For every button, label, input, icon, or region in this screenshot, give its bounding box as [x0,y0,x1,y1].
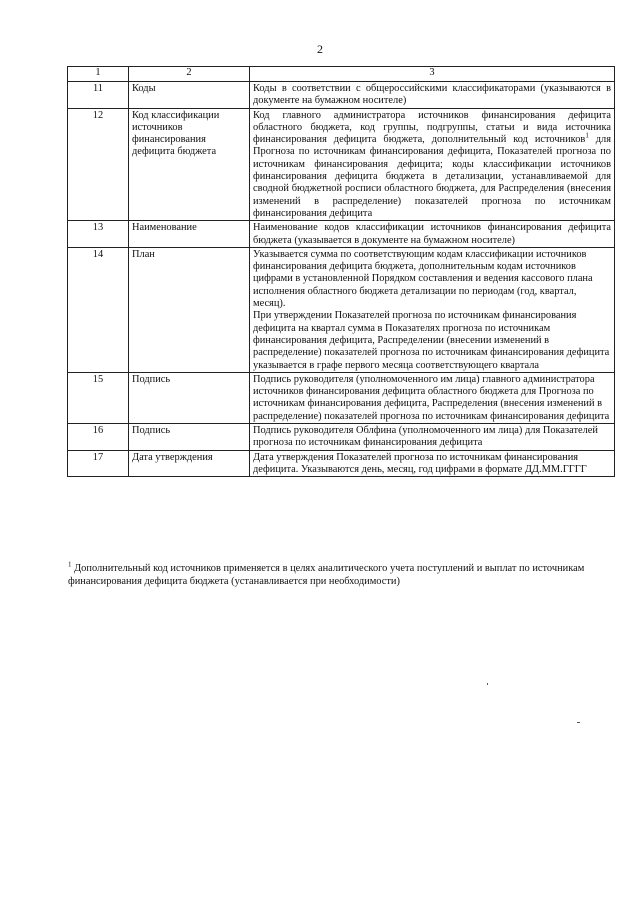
row-description: Подпись руководителя (уполномоченного им лица) главного администратора источников финансирования дефицита областного бюджета для Прогноза по источникам финансирования дефицита, Распределения (внесения изменений в распределение) показателей прогноза по источникам финансирования дефицита [250,372,615,423]
row-name: Подпись [129,372,250,423]
table-row [68,108,615,221]
row-description: Наименование кодов классификации источников финансирования дефицита бюджета (указывается в документе на бумажном носителе) [250,221,615,248]
row-description-part: Код главного администратора источников финансирования дефицита областного бюджета, код группы, подгруппы, статьи и вида источника финансирования дефицита бюджета, дополнительный код источников [253,109,611,146]
row-number: 11 [68,82,129,109]
row-description: Подпись руководителя Облфина (уполномоченного им лица) для Показателей прогноза по источникам финансирования дефицита [250,424,615,451]
table-row [68,424,615,451]
row-number: 17 [68,450,129,477]
table-row [68,372,615,423]
table-row [68,247,615,372]
scan-speck [577,722,580,723]
row-description [250,247,615,372]
scan-speck [487,683,488,685]
codes-table [67,66,615,477]
row-description: Дата утверждения Показателей прогноза по источникам финансирования дефицита. Указываются день, месяц, год цифрами в формате ДД.ММ.ГГГГ [250,450,615,477]
row-number: 15 [68,372,129,423]
row-description-paragraph: Указывается сумма по соответствующим кодам классификации источников финансирования дефицита бюджета, дополнительным кодам источников цифрами в установленной Порядком составления и ведения кассового плана исполнения областного бюджета детализации по периодам (год, квартал, месяц). [253,248,593,310]
table-row [68,221,615,248]
column-header-2: 2 [129,67,250,82]
row-number: 12 [68,108,129,221]
row-number: 14 [68,247,129,372]
table-row [68,450,615,477]
row-description: Коды в соответствии с общероссийскими классификаторами (указываются в документе на бумажном носителе) [250,82,615,109]
row-name: Наименование [129,221,250,248]
row-description-part: для Прогноза по источникам финансирования дефицита, Показателей прогноза по источникам финансирования дефицита; коды классификации источников финансирования дефицита бюджета в детализации, устанавливаемой для сводной бюджетной росписи областного бюджета, для Распределения (внесения изменений в распределение) показателей прогноза по источникам финансирования дефицита [253,134,611,219]
column-header-3: 3 [250,67,615,82]
row-description [250,108,615,221]
footnote-text: Дополнительный код источников применяется в целях аналитического учета поступлений и выплат по источникам финансирования дефицита бюджета (устанавливается при необходимости) [68,563,585,587]
footnote-mark: 1 [68,560,72,569]
table-header-row [68,67,615,82]
page-number: 2 [317,42,323,56]
row-name: Код классификации источников финансирования дефицита бюджета [129,108,250,221]
row-number: 16 [68,424,129,451]
column-header-1: 1 [68,67,129,82]
row-name: Дата утверждения [129,450,250,477]
row-name: Подпись [129,424,250,451]
row-name: План [129,247,250,372]
row-number: 13 [68,221,129,248]
row-name: Коды [129,82,250,109]
row-description-paragraph: При утверждении Показателей прогноза по источникам финансирования дефицита на квартал сумма в Показателях прогноза по источникам финансирования дефицита, Распределении (внесении изменений в распределение) показателей прогноза по источникам финансирования дефицита указывается в графе первого месяца соответствующего квартала [253,310,610,371]
footnote [68,560,616,588]
table-row [68,82,615,109]
footnote-reference: 1 [585,131,589,140]
